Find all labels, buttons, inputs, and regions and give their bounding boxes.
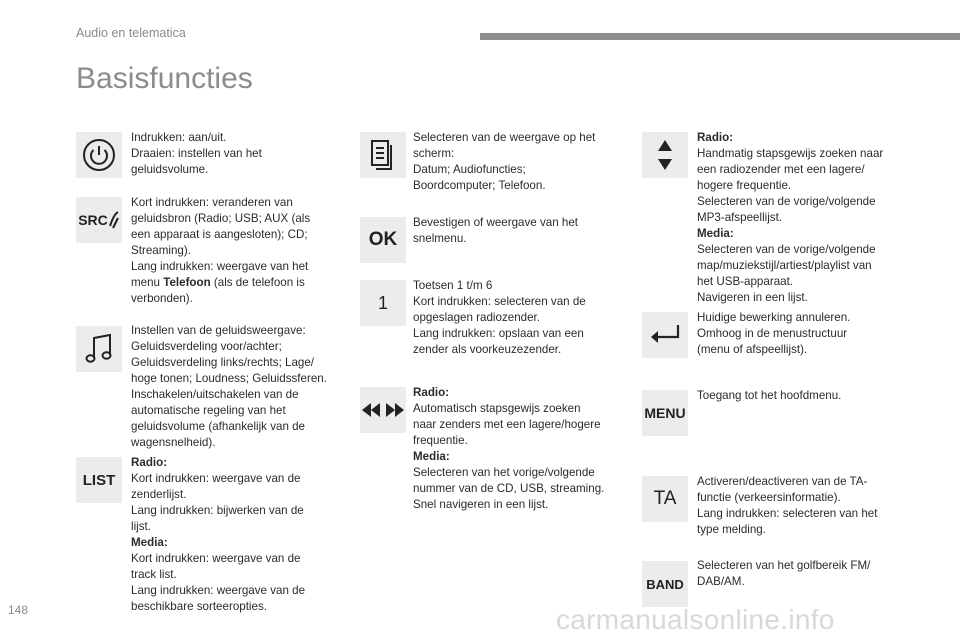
menu-icon: MENU xyxy=(642,390,688,436)
header-bar xyxy=(480,33,960,40)
power-description: Indrukken: aan/uit. Draaien: instellen van het geluidsvolume. xyxy=(131,131,262,176)
ta-description: Activeren/deactiveren van de TA- functie (verkeersinformatie). Lang indrukken: selecteren van het type melding. xyxy=(697,475,878,536)
ok-description: Bevestigen of weergave van het snelmenu. xyxy=(413,216,578,245)
up-down-description: Radio: Handmatig stapsgewijs zoeken naar een radiozender met een lagere/ hogere frequentie. Selecteren van de vorige/volgende MP3-afspeellijst. Media: Selecteren van de vorige/volgende map/muziekstijl/artiest/playlist van het USB-apparaat. Navigeren in een lijst. xyxy=(697,131,884,304)
preset-keys-description: Toetsen 1 t/m 6 Kort indrukken: selecteren van de opgeslagen radiozender. Lang indrukken: opslaan van een zender als voorkeuzezender. xyxy=(413,279,586,356)
sound-description: Instellen van de geluidsweergave: Geluidsverdeling voor/achter; Geluidsverdeling links/rechts; Lage/ hoge tonen; Loudness; Geluidssferen. Inschakelen/uitschakelen van de automatische regeling van het geluidsvolume (afhankelijk van de wagensnelheid). xyxy=(131,324,327,449)
seek-arrows-icon xyxy=(360,387,406,433)
display-mode-icon xyxy=(360,132,406,178)
back-description: Huidige bewerking annuleren. Omhoog in de menustructuur (menu of afspeellijst). xyxy=(697,311,851,356)
list-description: Radio: Kort indrukken: weergave van de zenderlijst. Lang indrukken: bijwerken van de lijst. Media: Kort indrukken: weergave van de track list. Lang indrukken: weergave van de beschikbare sorteeropties. xyxy=(131,456,306,613)
band-icon: BAND xyxy=(642,561,688,607)
back-icon xyxy=(642,312,688,358)
up-down-arrows-icon xyxy=(642,132,688,178)
preset-key-icon: 1 xyxy=(360,280,406,326)
section-header: Audio en telematica xyxy=(76,26,186,40)
music-note-icon xyxy=(76,326,122,372)
ta-icon: TA xyxy=(642,476,688,522)
ok-icon: OK xyxy=(360,217,406,263)
src-description: Kort indrukken: veranderen van geluidsbron (Radio; USB; AUX (als een apparaat is aangesloten); CD; Streaming). Lang indrukken: weergave van het menu Telefoon (als de telefoon is verbonden). xyxy=(131,196,311,305)
page-number: 148 xyxy=(8,603,29,617)
watermark: carmanualsonline.info xyxy=(556,604,835,635)
power-icon xyxy=(76,132,122,178)
src-icon: SRC xyxy=(76,197,122,243)
display-description: Selecteren van de weergave op het scherm: Datum; Audiofuncties; Boordcomputer; Telefoon. xyxy=(413,131,596,192)
menu-description: Toegang tot het hoofdmenu. xyxy=(697,389,842,402)
seek-description: Radio: Automatisch stapsgewijs zoeken naar zenders met een lagere/hogere frequentie. Media: Selecteren van het vorige/volgende nummer van de CD, USB, streaming. Snel navigeren in een lijst. xyxy=(413,386,605,511)
list-icon: LIST xyxy=(76,457,122,503)
band-description: Selecteren van het golfbereik FM/ DAB/AM. xyxy=(697,559,871,588)
page-title: Basisfuncties xyxy=(76,62,253,95)
